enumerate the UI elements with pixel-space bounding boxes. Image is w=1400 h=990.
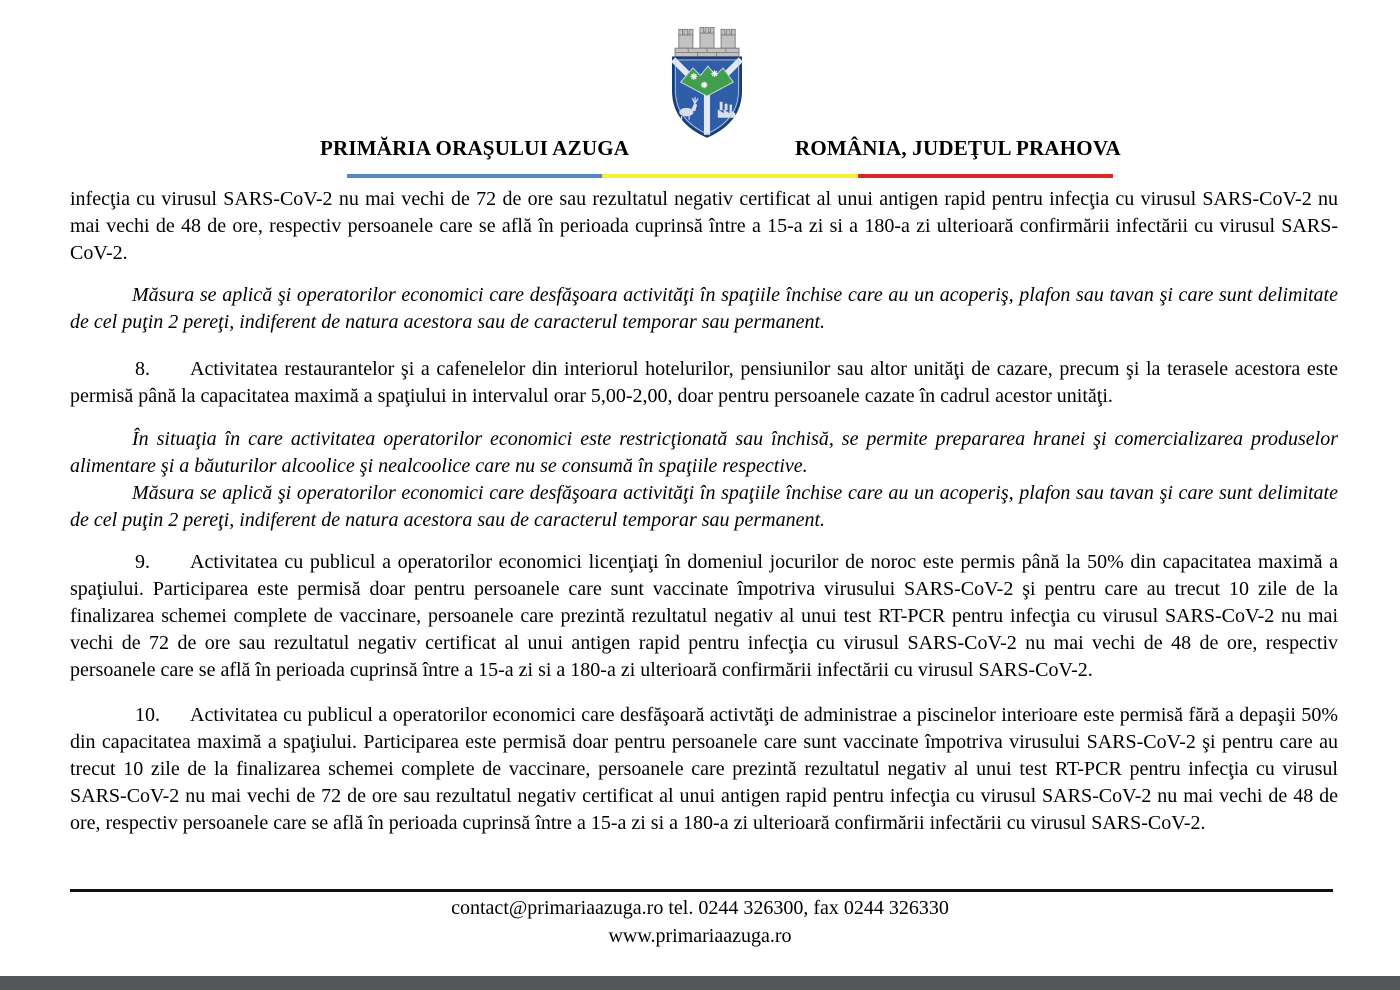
- item-number: 8.: [135, 358, 150, 380]
- coat-of-arms: [660, 26, 754, 140]
- mural-crown-icon: [675, 28, 739, 57]
- paragraph-masura-1: Măsura se aplică şi operatorilor economici care desfăşoara activităţi în spaţiile închise care au un acoperiş, plafon sau tavan şi care sunt delimitate de cel puţin 2 pereţi, indiferent de natura acestora sau de caracterul temporar sau permanent.: [70, 284, 1338, 333]
- footer-divider: [70, 889, 1333, 892]
- header-left-title: PRIMĂRIA ORAŞULUI AZUGA: [320, 136, 630, 160]
- item-number: 10.: [135, 704, 160, 726]
- item-number: 9.: [135, 551, 150, 573]
- paragraph-situatia: În situaţia în care activitatea operatorilor economici este restricţionată sau închisă, se permite prepararea hranei şi comercializarea produselor alimentare şi a băuturilor alcoolice şi nealcoolice care nu se consumă în spaţiile respective.: [70, 428, 1338, 477]
- item-text: Activitatea cu publicul a operatorilor economici licenţiaţi în domeniul jocurilor de noroc este permis până la 50% din capacitatea maximă a spaţiului. Participarea este permisă doar pentru persoanele care sunt vaccinate împotriva virusului SARS-CoV-2 şi pentru care au trecut 10 zile de la finalizarea schemei complete de vaccinare, persoanele care prezintă rezultatul negativ al unui test RT-PCR pentru infecţia cu virusul SARS-CoV-2 nu mai vechi de 72 de ore sau rezultatul negativ certificat al unui antigen rapid pentru infecţia cu virusul SARS-CoV-2 nu mai vechi de 48 de ore, respectiv persoanele care se află în perioada cuprinsă între a 15-a zi si a 180-a zi ulterioară confirmării infectării cu virusul SARS-CoV-2.: [70, 551, 1338, 681]
- header-right-title: ROMÂNIA, JUDEŢUL PRAHOVA: [795, 136, 1121, 160]
- paragraph-item-9: [70, 549, 1338, 684]
- item-text: Activitatea cu publicul a operatorilor economici care desfăşoară activtăţi de administrae a piscinelor interioare este permisă fără a depaşii 50% din capacitatea maximă a spaţiului. Participarea este permisă doar pentru persoanele care sunt vaccinate împotriva virusului SARS-CoV-2 şi pentru care au trecut 10 zile de la finalizarea schemei complete de vaccinare, persoanele care prezintă rezultatul negativ al unui test RT-PCR pentru infecţia cu virusul SARS-CoV-2 nu mai vechi de 72 de ore sau rezultatul negativ certificat al unui antigen rapid pentru infecţia cu virusul SARS-CoV-2 nu mai vechi de 48 de ore, respectiv persoanele care se află în perioada cuprinsă între a 15-a zi si a 180-a zi ulterioară confirmării infectării cu virusul SARS-CoV-2.: [70, 704, 1338, 834]
- pdf-viewer-edge-bar: [0, 976, 1400, 990]
- tricolor-rule: [347, 174, 1113, 178]
- paragraph-masura-2: Măsura se aplică şi operatorilor economici care desfăşoara activităţi în spaţiile închise care au un acoperiş, plafon sau tavan şi care sunt delimitate de cel puţin 2 pereţi, indiferent de natura acestora sau de caracterul temporar sau permanent.: [70, 482, 1338, 531]
- paragraph-item-10: [70, 702, 1338, 837]
- footer-website: www.primariaazuga.ro: [608, 925, 792, 947]
- paragraph-item-8: [70, 356, 1338, 410]
- item-text: Activitatea restaurantelor şi a cafenelelor din interiorul hotelurilor, pensiunilor sau altor unităţi de cazare, precum şi la terasele acestora este permisă până la capacitatea maximă a spaţiului in intervalul orar 5,00-2,00, doar pentru persoanele cazate în cadrul acestor unităţi.: [70, 358, 1338, 407]
- tricolor-red-segment: [858, 174, 1113, 178]
- footer-contact-line: contact@primariaazuga.ro tel. 0244 326300, fax 0244 326330: [451, 897, 949, 919]
- document-body: [70, 186, 1338, 837]
- tricolor-yellow-segment: [602, 174, 857, 178]
- paragraph-continuation: infecţia cu virusul SARS-CoV-2 nu mai vechi de 72 de ore sau rezultatul negativ certificat al unui antigen rapid pentru infecţia cu virusul SARS-CoV-2 nu mai vechi de 48 de ore, respectiv persoanele care se află în perioada cuprinsă între a 15-a zi si a 180-a zi ulterioară confirmării infectării cu virusul SARS-CoV-2.: [70, 188, 1338, 264]
- shield-icon: [673, 58, 741, 137]
- tricolor-blue-segment: [347, 174, 602, 178]
